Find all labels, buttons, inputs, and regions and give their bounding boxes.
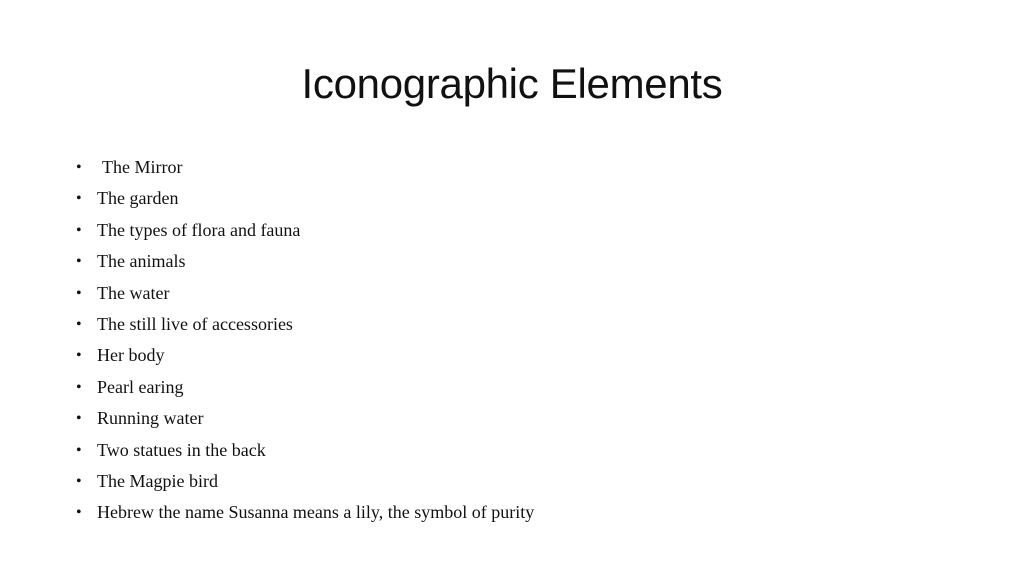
list-item: [76, 497, 534, 528]
list-item: [76, 246, 534, 277]
bullet-icon: •: [76, 378, 82, 396]
bullet-list: [76, 152, 534, 529]
list-item-text: The water: [97, 282, 170, 303]
slide-title: Iconographic Elements: [301, 60, 723, 107]
list-item: [76, 403, 534, 434]
list-item-text: Her body: [97, 345, 165, 366]
list-item-text: Hebrew the name Susanna means a lily, the symbol of purity: [97, 502, 535, 523]
list-item-text: Running water: [97, 408, 204, 429]
bullet-icon: •: [76, 410, 82, 428]
list-item-text: The animals: [97, 251, 186, 272]
list-item-text: Pearl earing: [97, 376, 184, 397]
bullet-icon: •: [76, 159, 82, 176]
list-item-text: The Magpie bird: [97, 470, 218, 491]
list-item: [76, 278, 534, 309]
bullet-icon: •: [76, 347, 82, 365]
list-item: [76, 183, 534, 214]
bullet-icon: •: [76, 221, 82, 239]
bullet-icon: •: [76, 190, 82, 208]
list-item-text: The Mirror: [102, 157, 183, 177]
list-item: [76, 435, 534, 466]
list-item-text: The types of flora and fauna: [97, 219, 301, 240]
list-item-text: The still live of accessories: [97, 313, 293, 334]
list-item: [76, 372, 534, 403]
bullet-icon: •: [76, 315, 82, 333]
list-item: [76, 466, 534, 497]
bullet-icon: •: [76, 472, 82, 490]
list-item: [76, 309, 534, 340]
list-item-text: Two statues in the back: [97, 439, 266, 460]
list-item: [76, 340, 534, 371]
bullet-icon: •: [76, 284, 82, 302]
bullet-icon: •: [76, 504, 82, 522]
list-item-text: The garden: [97, 188, 179, 209]
list-item: [76, 152, 534, 183]
bullet-icon: •: [76, 253, 82, 271]
bullet-icon: •: [76, 441, 82, 459]
list-item: [76, 215, 534, 246]
